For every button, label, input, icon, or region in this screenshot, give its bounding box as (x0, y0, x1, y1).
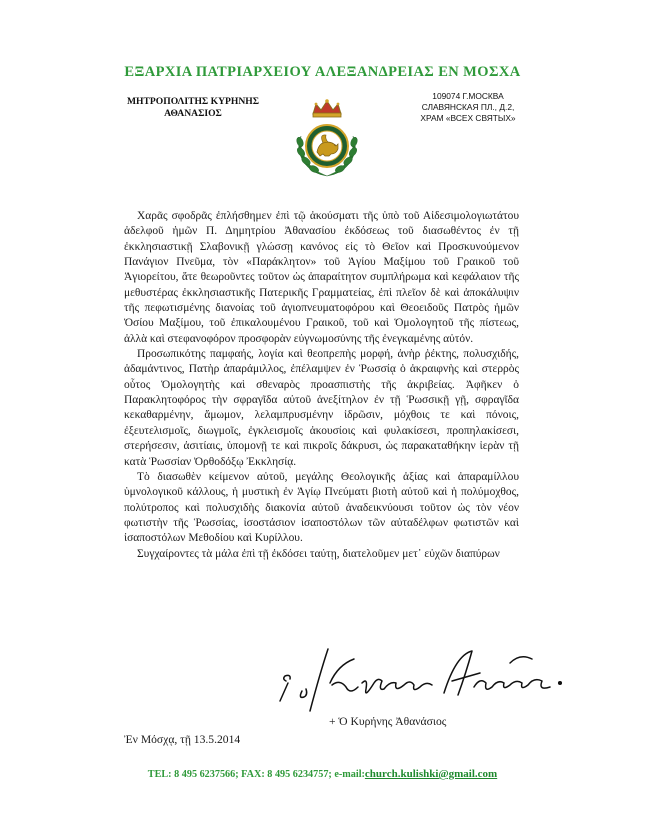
address-line-1: 109074 Г.МОСКВА (432, 91, 504, 101)
sender-title-line-2: ΑΘΑΝΑΣΙΟΣ (164, 108, 222, 119)
phone-fax: TEL: 8 495 6237566; FAX: 8 495 6234757; e-mail: (147, 769, 365, 780)
sender-title-line-1: ΜΗΤΡΟΠΟΛΙΤΗΣ ΚΥΡΗΝΗΣ (127, 96, 259, 107)
crowned-emblem-icon (289, 98, 365, 180)
crown-icon (313, 99, 341, 117)
handwritten-signature (258, 643, 586, 713)
letter-paragraph: Συγχαίροντες τὰ μάλα ἐπὶ τῇ ἐκδόσει ταύτῃ, διατελοῦμεν μετ᾽ εὐχῶν διαπύρων (137, 547, 500, 560)
signer-name: + Ὁ Κυρήνης Ἀθανάσιος (329, 715, 447, 728)
letter-body (124, 209, 519, 562)
email-link[interactable]: church.kulishki@gmail.com (364, 768, 498, 780)
letter-paragraph: Τὸ διασωθὲν κείμενον αὐτοῦ, μεγάλης Θεολογικῆς ἀξίας καὶ ἀπαραμίλλου ὑμνολογικοῦ κάλλους, ἡ μυστικὴ ἐν Ἁγίῳ Πνεύματι βιοτὴ αὐτοῦ καὶ ἡ πολύμοχθος, πολύτροπος καὶ πολυσχιδὴς διακονία αὐτοῦ ἀναδεικνύουσι τοῦτον ὡς τὸν νέον φωτιστὴν τῆς Ῥωσσίας, ἰσοστάσιον ἰσαποστόλων τῶν αὐταδέλφων φωτιστῶν καὶ ἰσαποστόλων Μεθοδίου καὶ Κυρίλλου. (124, 470, 519, 545)
address-line-3: ХРАМ «ВСЕХ СВЯТЫХ» (420, 113, 516, 123)
letter-paragraph: Προσωπικότης παμφαής, λογία καὶ θεοπρεπὴς μορφή, ἀνὴρ ῥέκτης, πολυσχιδής, ἀδαμάντινος, Πατὴρ ἀπαράμιλλος, ἐπέλαμψεν ἐν Ῥωσσίᾳ ὁ ἀκραιφνὴς καὶ στερρὸς οὗτος Ὁμολογητὴς καὶ σθεναρὸς προασπιστὴς τῆς ἀκριβείας. Ἀφῆκεν ὁ Παρακλητοφόρος τὴν σφραγῖδα αὐτοῦ ἀνεξίτηλον ἐν τῇ Ῥωσσικῇ γῇ, σφραγῖδα κεκαθαρμένην, ἄμωμον, λελαμπρυσμένην ἱδρῶσιν, μόχθοις τε καὶ πόνοις, ἐξευτελισμοῖς, διωγμοῖς, ἐγκλεισμοῖς ἀκουσίοις καὶ φυλακίσεσι, προπηλακίσεσι, στερήσεσιν, ἀσιτίαις, ὑπομονῇ τε καὶ πικροῖς δάκρυσι, ὡς παρακαταθήκην ἱερὰν τῇ κατὰ Ῥωσσίαν Ὀρθοδόξῳ Ἐκκλησίᾳ. (124, 348, 519, 468)
contact-footer (0, 768, 645, 780)
place-and-date: Ἐν Μόσχᾳ, τῇ 13.5.2014 (124, 733, 241, 746)
address-line-2: СЛАВЯНСКАЯ ПЛ., Д.2, (421, 102, 515, 112)
letterhead-title: ΕΞΑΡΧΙΑ ΠΑΤΡΙΑΡΧΕΙΟΥ ΑΛΕΞΑΝΔΡΕΙΑΣ ΕΝ ΜΟΣΧΑ (124, 64, 521, 80)
letter-paragraph: Χαρᾶς σφοδρᾶς ἐπλήσθημεν ἐπὶ τῷ ἀκούσματι τῆς ὑπὸ τοῦ Αἰδεσιμολογιωτάτου ἀδελφοῦ ἡμῶν Π. Δημητρίου Ἀθανασίου ἐκδόσεως τοῦ διασωθέντος ἐν τῇ ἐκκλησιαστικῇ Σλαβονικῇ γλώσσῃ κανόνος εἰς τὸ Θεῖον καὶ Προσκυνούμενον Πανάγιον Πνεῦμα, τὸν «Παράκλητον» τοῦ Ἁγίου Μαξίμου τοῦ Γραικοῦ τοῦ Ἁγιορείτου, ἅτε θεωροῦντες τοῦτον ὡς ἀπαραίτητον συμπλήρωμα καὶ κεφάλαιον τῆς μεθυστέρας ἐκκλησιαστικῆς Πατερικῆς Γραμματείας, ἐπὶ πλεῖον δὲ καὶ ἀποκάλυψιν τῆς πεφωτισμένης διανοίας τοῦ ἁγιοπνευματοφόρου καὶ Θεοειδοῦς Πατρὸς ἡμῶν Ὁσίου Μαξίμου, τοῦ ἐπικαλουμένου Γραικοῦ, τοῦ καὶ Ὁμολογητοῦ τῆς πίστεως, ἀλλὰ καὶ στεφανοφόρον προσφορὰν εὐγνωμοσύνης τῆς ἐνεγκαμένης αὐτόν. (124, 210, 519, 345)
sender-address (393, 91, 543, 124)
sender-title (113, 96, 273, 120)
